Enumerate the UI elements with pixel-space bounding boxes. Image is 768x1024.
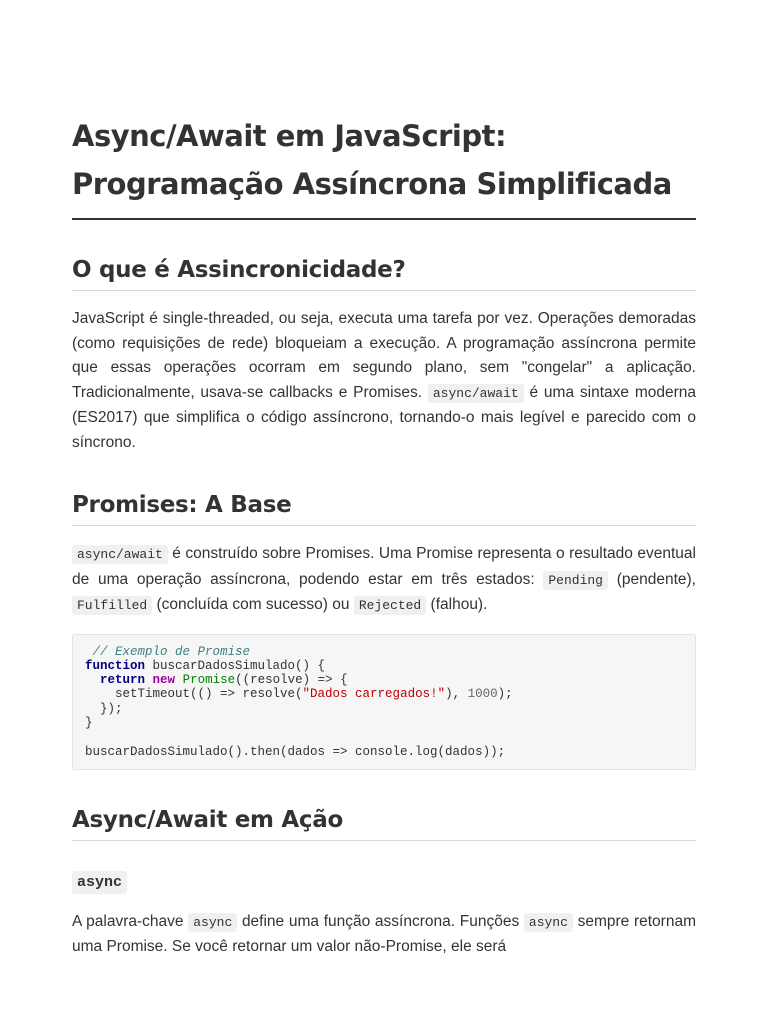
- code-string: "Dados carregados!": [302, 687, 446, 702]
- code-space: [145, 673, 153, 687]
- inline-code: async: [524, 913, 573, 932]
- inline-code: Pending: [543, 571, 608, 590]
- code-block-promise-example: [72, 634, 696, 770]
- code-text: setTimeout(() => resolve(: [85, 687, 303, 702]
- code-comment: // Exemplo de Promise: [85, 644, 251, 659]
- paragraph-assincronicidade: [72, 307, 696, 455]
- subheading-code: async: [72, 871, 127, 894]
- inline-code: async: [188, 913, 237, 932]
- code-text: buscarDadosSimulado() {: [145, 658, 326, 673]
- paragraph-text: é uma sintaxe moderna (ES2017) que simplifica o código assíncrono, tornando-o mais legível e parecido com o síncrono.: [72, 383, 696, 451]
- section-heading-promises: Promises: A Base: [72, 492, 696, 526]
- section-heading-asincronicidade: O que é Assincronicidade?: [72, 257, 696, 291]
- code-class: Promise: [182, 673, 236, 688]
- section-heading-async-await: Async/Await em Ação: [72, 807, 696, 841]
- inline-code: async/await: [428, 384, 524, 403]
- page-title-line-1: Async/Await em JavaScript:: [72, 119, 507, 153]
- code-text: buscarDadosSimulado().then(dados => console.log(dados));: [85, 744, 506, 759]
- inline-code: async/await: [72, 545, 168, 564]
- code-keyword: new: [152, 673, 176, 688]
- code-text: );: [497, 687, 513, 702]
- paragraph-text: A palavra-chave: [72, 912, 189, 930]
- paragraph-text: é construído sobre Promises. Uma Promise representa o resultado eventual de uma operação assíncrona, podendo estar em três estados:: [72, 545, 696, 588]
- paragraph-text: (pendente),: [607, 570, 696, 588]
- paragraph-text: (falhou).: [426, 596, 488, 613]
- subheading-async: [72, 869, 696, 891]
- code-text: ),: [445, 687, 468, 702]
- paragraph-async: [72, 910, 696, 960]
- paragraph-text: define uma função assíncrona. Funções: [237, 912, 524, 930]
- paragraph-promises: [72, 542, 696, 619]
- page-title: [72, 112, 696, 220]
- code-indent: [85, 673, 100, 687]
- document-page: [72, 112, 696, 960]
- code-text: ((resolve) => {: [235, 673, 348, 688]
- code-text: });: [85, 701, 123, 716]
- inline-code: Rejected: [354, 596, 426, 615]
- paragraph-text: JavaScript é single-threaded, ou seja, executa uma tarefa por vez. Operações demoradas (como requisições de rede) bloqueiam a execução. A programação assíncrona permite que essas operações ocorram em segundo plano, sem "congelar" a aplicação. Tradicionalmente, usava-se callbacks e Promises.: [72, 310, 696, 401]
- page-title-line-2: Programação Assíncrona Simplificada: [72, 167, 672, 201]
- paragraph-text: sempre retornam uma Promise. Se você retornar um valor não-Promise, ele será: [72, 912, 696, 956]
- code-keyword: return: [100, 673, 146, 688]
- code-space: [175, 673, 183, 687]
- paragraph-text: (concluída com sucesso) ou: [152, 596, 354, 613]
- code-keyword: function: [85, 658, 146, 673]
- code-text: }: [85, 715, 93, 730]
- inline-code: Fulfilled: [72, 596, 152, 615]
- code-number: 1000: [467, 687, 498, 702]
